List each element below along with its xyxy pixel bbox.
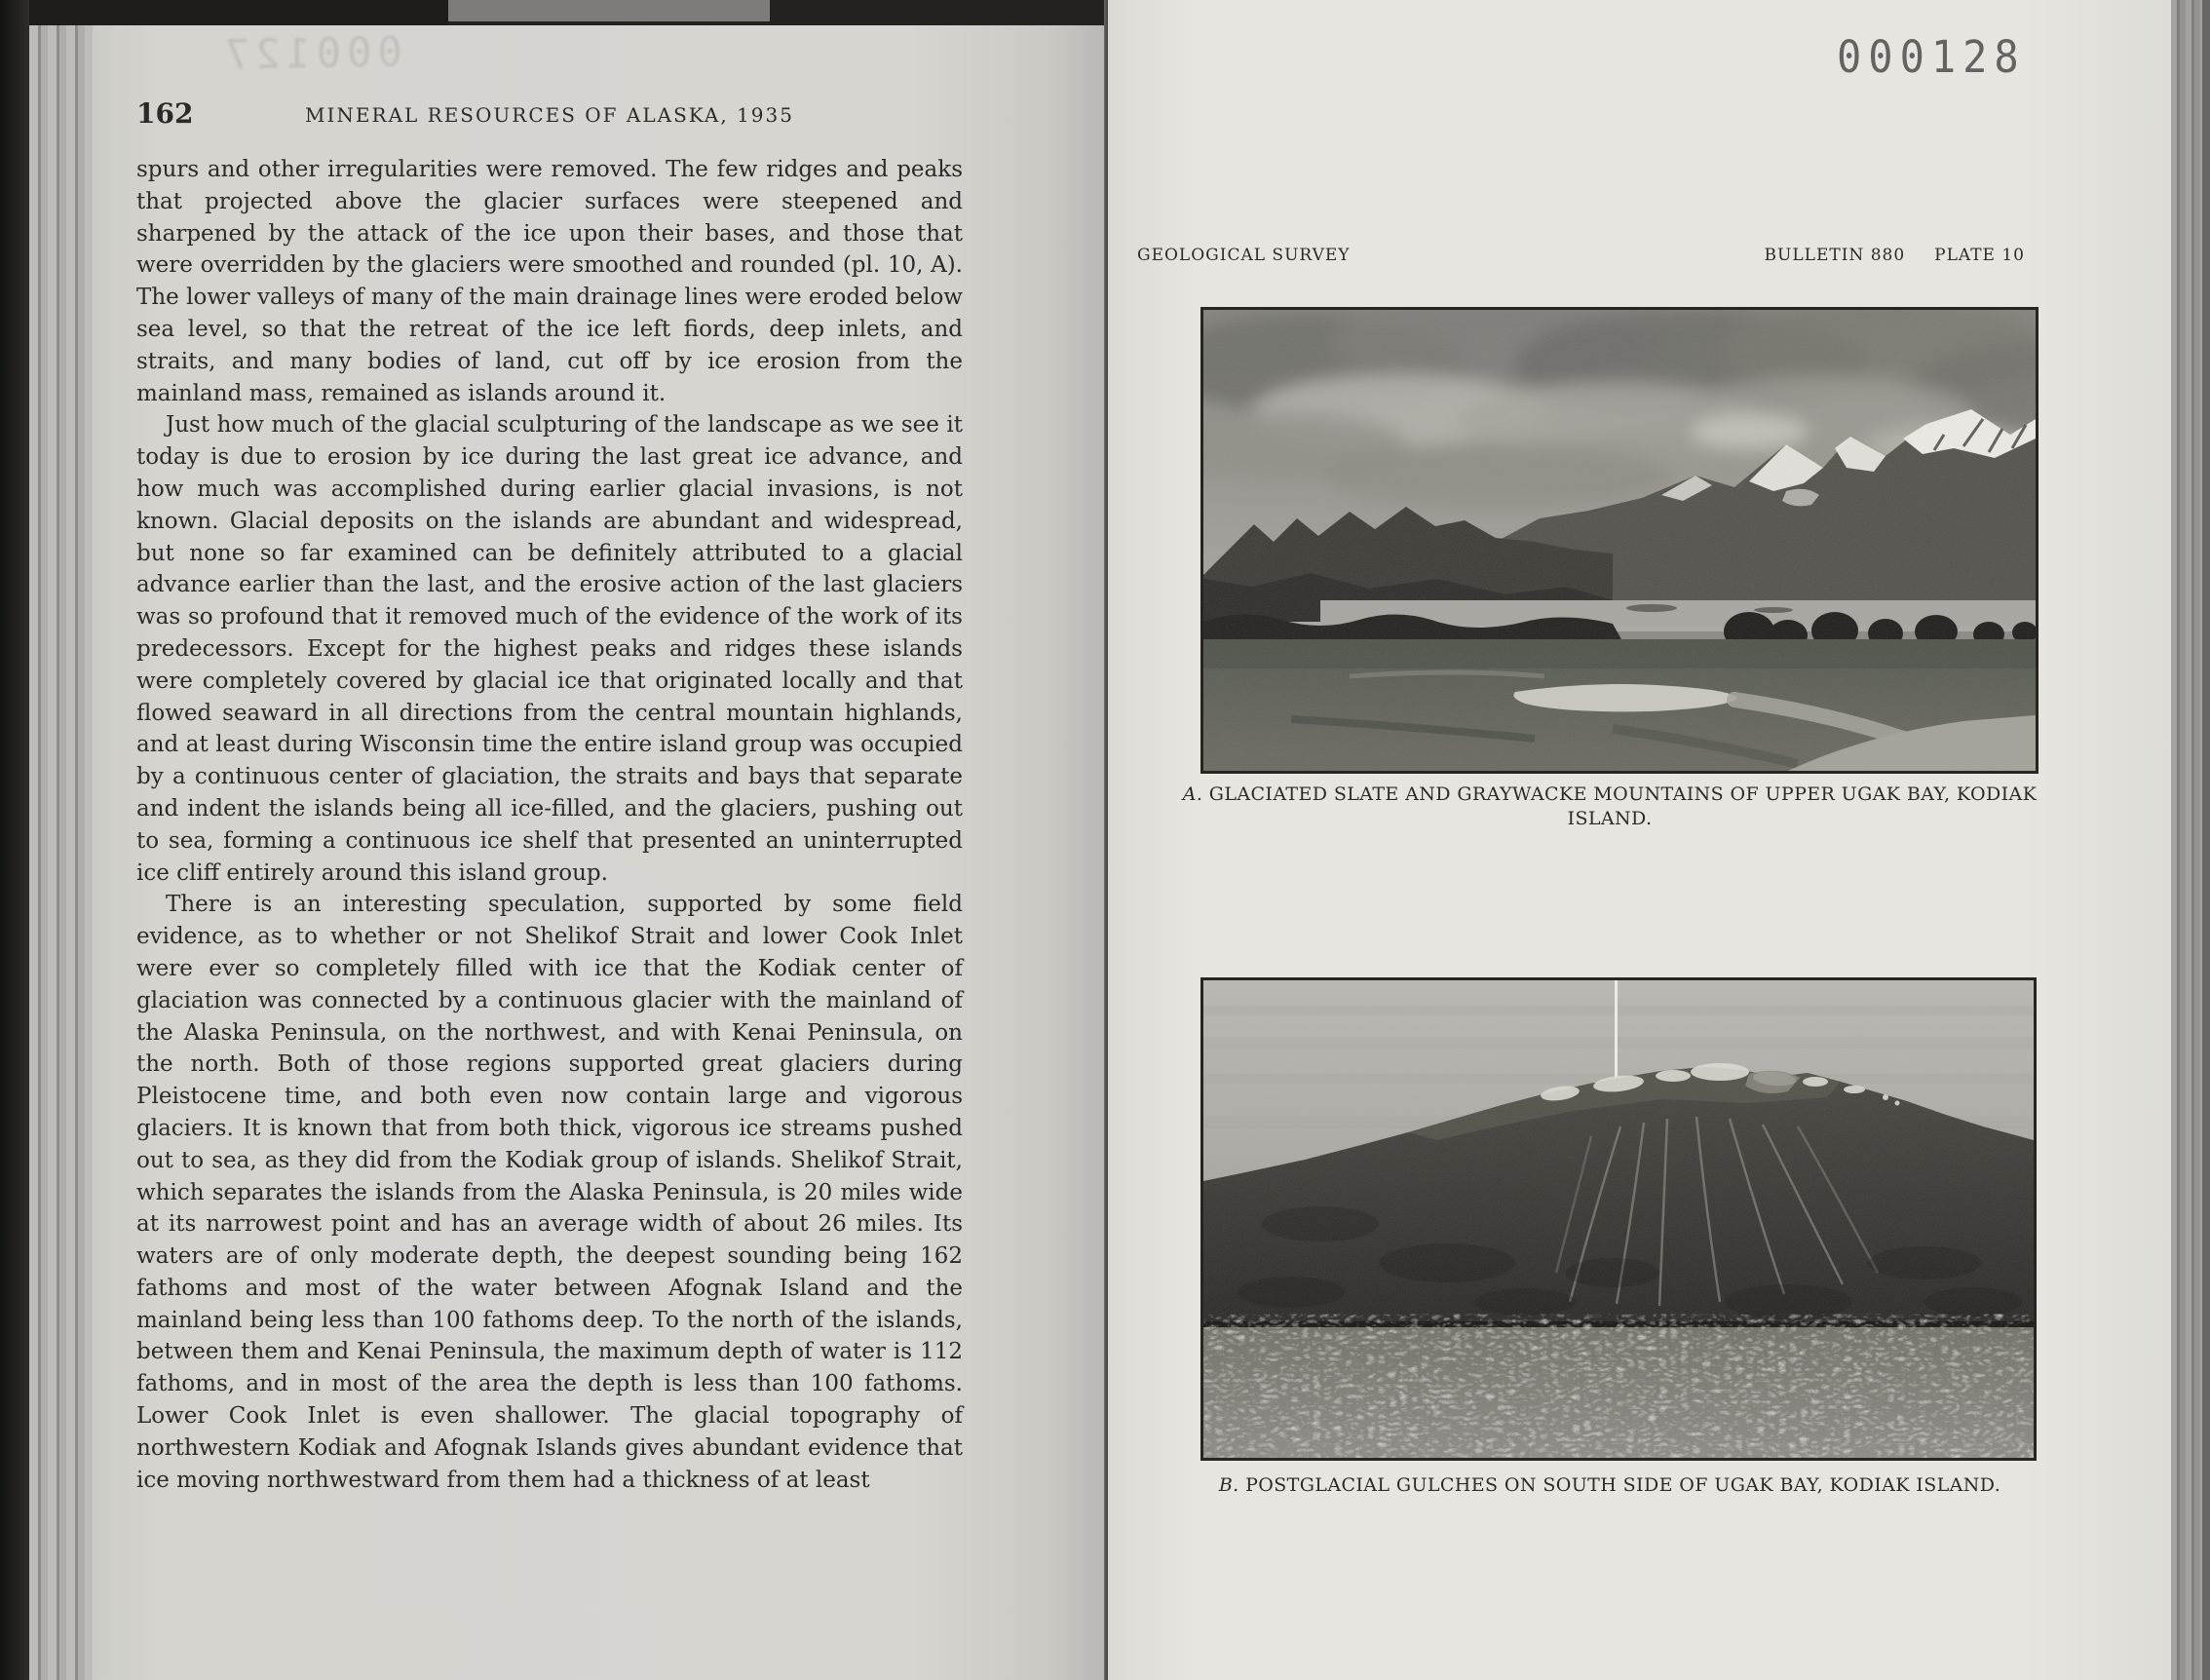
photo-a-frame bbox=[1200, 307, 2039, 774]
caption-a-letter: A. bbox=[1182, 783, 1203, 805]
plate-header bbox=[1137, 246, 2025, 265]
book-edge-top bbox=[29, 0, 448, 25]
page-stack-left bbox=[29, 0, 93, 1680]
book-cover-edge-right bbox=[2202, 0, 2210, 1680]
right-page bbox=[1108, 0, 2171, 1680]
body-paragraph-2: Just how much of the glacial sculpturing of the landscape as we see it today is due to erosion by ice during the last great ice advance, and how much was accomplished during earlier glacial invasions, is not known. Glacial deposits on the islands are abundant and widespread, but none so far examined can be definitely attributed to a glacial advance earlier than the last, and the erosive action of the last glaciers was so profound that it removed much of the evidence of the work of its predecessors. Except for the highest peaks and ridges these islands were completely covered by glacial ice that originated locally and that flowed seaward in all directions from the central mountain highlands, and at least during Wisconsin time the entire island group was occupied by a continuous center of glaciation, the straits and bays that separate and indent the islands being all ice-filled, and the glaciers, pushing out to sea, forming a continuous ice shelf that presented an uninterrupted ice cliff entirely around this island group. bbox=[136, 412, 963, 886]
caption-b-text: POSTGLACIAL GULCHES ON SOUTH SIDE OF UGAK BAY, KODIAK ISLAND. bbox=[1245, 1474, 2001, 1496]
plate-label: PLATE 10 bbox=[1934, 246, 2025, 265]
photo-a-halftone-grain bbox=[1203, 310, 2036, 771]
left-page bbox=[93, 25, 1104, 1680]
body-paragraph-1: spurs and other irregularities were removed. The few ridges and peaks that projected above the glacier surfaces were steepened and sharpened by the attack of the ice upon their bases, and those that were overridden by the glaciers were smoothed and rounded (pl. 10, A). The lower valleys of many of the main drainage lines were eroded below sea level, so that the retreat of the ice left fiords, deep inlets, and straits, and many bodies of land, cut off by ice erosion from the mainland mass, remained as islands around it. bbox=[136, 157, 963, 406]
caption-a bbox=[1171, 783, 2048, 831]
photo-b-frame bbox=[1200, 977, 2037, 1461]
running-title: MINERAL RESOURCES OF ALASKA, 1935 bbox=[305, 103, 794, 127]
photo-a-image bbox=[1203, 310, 2036, 771]
photo-b-image bbox=[1203, 980, 2034, 1458]
accession-stamp: 000128 bbox=[1837, 31, 2026, 83]
body-text bbox=[136, 154, 963, 1496]
bleedthrough-stamp: 000127 bbox=[218, 27, 403, 79]
caption-b-letter: B. bbox=[1218, 1474, 1239, 1496]
running-header bbox=[136, 97, 963, 136]
body-paragraph-3: There is an interesting speculation, supported by some field evidence, as to whether or not Shelikof Strait and lower Cook Inlet were ever so completely filled with ice that the Kodiak center of glaciation was connected by a continuous glacier with the mainland of the Alaska Peninsula, on the northwest, and with Kenai Peninsula, on the north. Both of those regions supported great glaciers during Pleistocene time, and both even now contain large and vigorous glaciers. It is known that from both thick, vigorous ice streams pushed out to sea, as they did from the Kodiak group of islands. Shelikof Strait, which separates the islands from the Alaska Peninsula, is 20 miles wide at its narrowest point and has an average width of about 26 miles. Its waters are of only moderate depth, the deepest sounding being 162 fathoms and most of the water between Afognak Island and the mainland being less than 100 fathoms deep. To the north of the islands, between them and Kenai Peninsula, the maximum depth of water is 112 fathoms, and in most of the area the depth is less than 100 fathoms. Lower Cook Inlet is even shallower. The glacial topography of northwestern Kodiak and Afognak Islands gives abundant evidence that ice moving northwestward from them had a thickness of at least bbox=[136, 892, 963, 1493]
photo-b-halftone-grain bbox=[1203, 980, 2034, 1458]
page-stack-top bbox=[448, 0, 770, 21]
bulletin-plate-labels bbox=[1765, 246, 2025, 265]
caption-b bbox=[1171, 1473, 2048, 1498]
book-cover-edge-left bbox=[0, 0, 29, 1680]
bulletin-label: BULLETIN 880 bbox=[1764, 246, 1906, 265]
page-number: 162 bbox=[136, 97, 194, 130]
caption-a-text: GLACIATED SLATE AND GRAYWACKE MOUNTAINS OF UPPER UGAK BAY, KODIAK ISLAND. bbox=[1208, 783, 2038, 829]
survey-label: GEOLOGICAL SURVEY bbox=[1137, 246, 1351, 265]
